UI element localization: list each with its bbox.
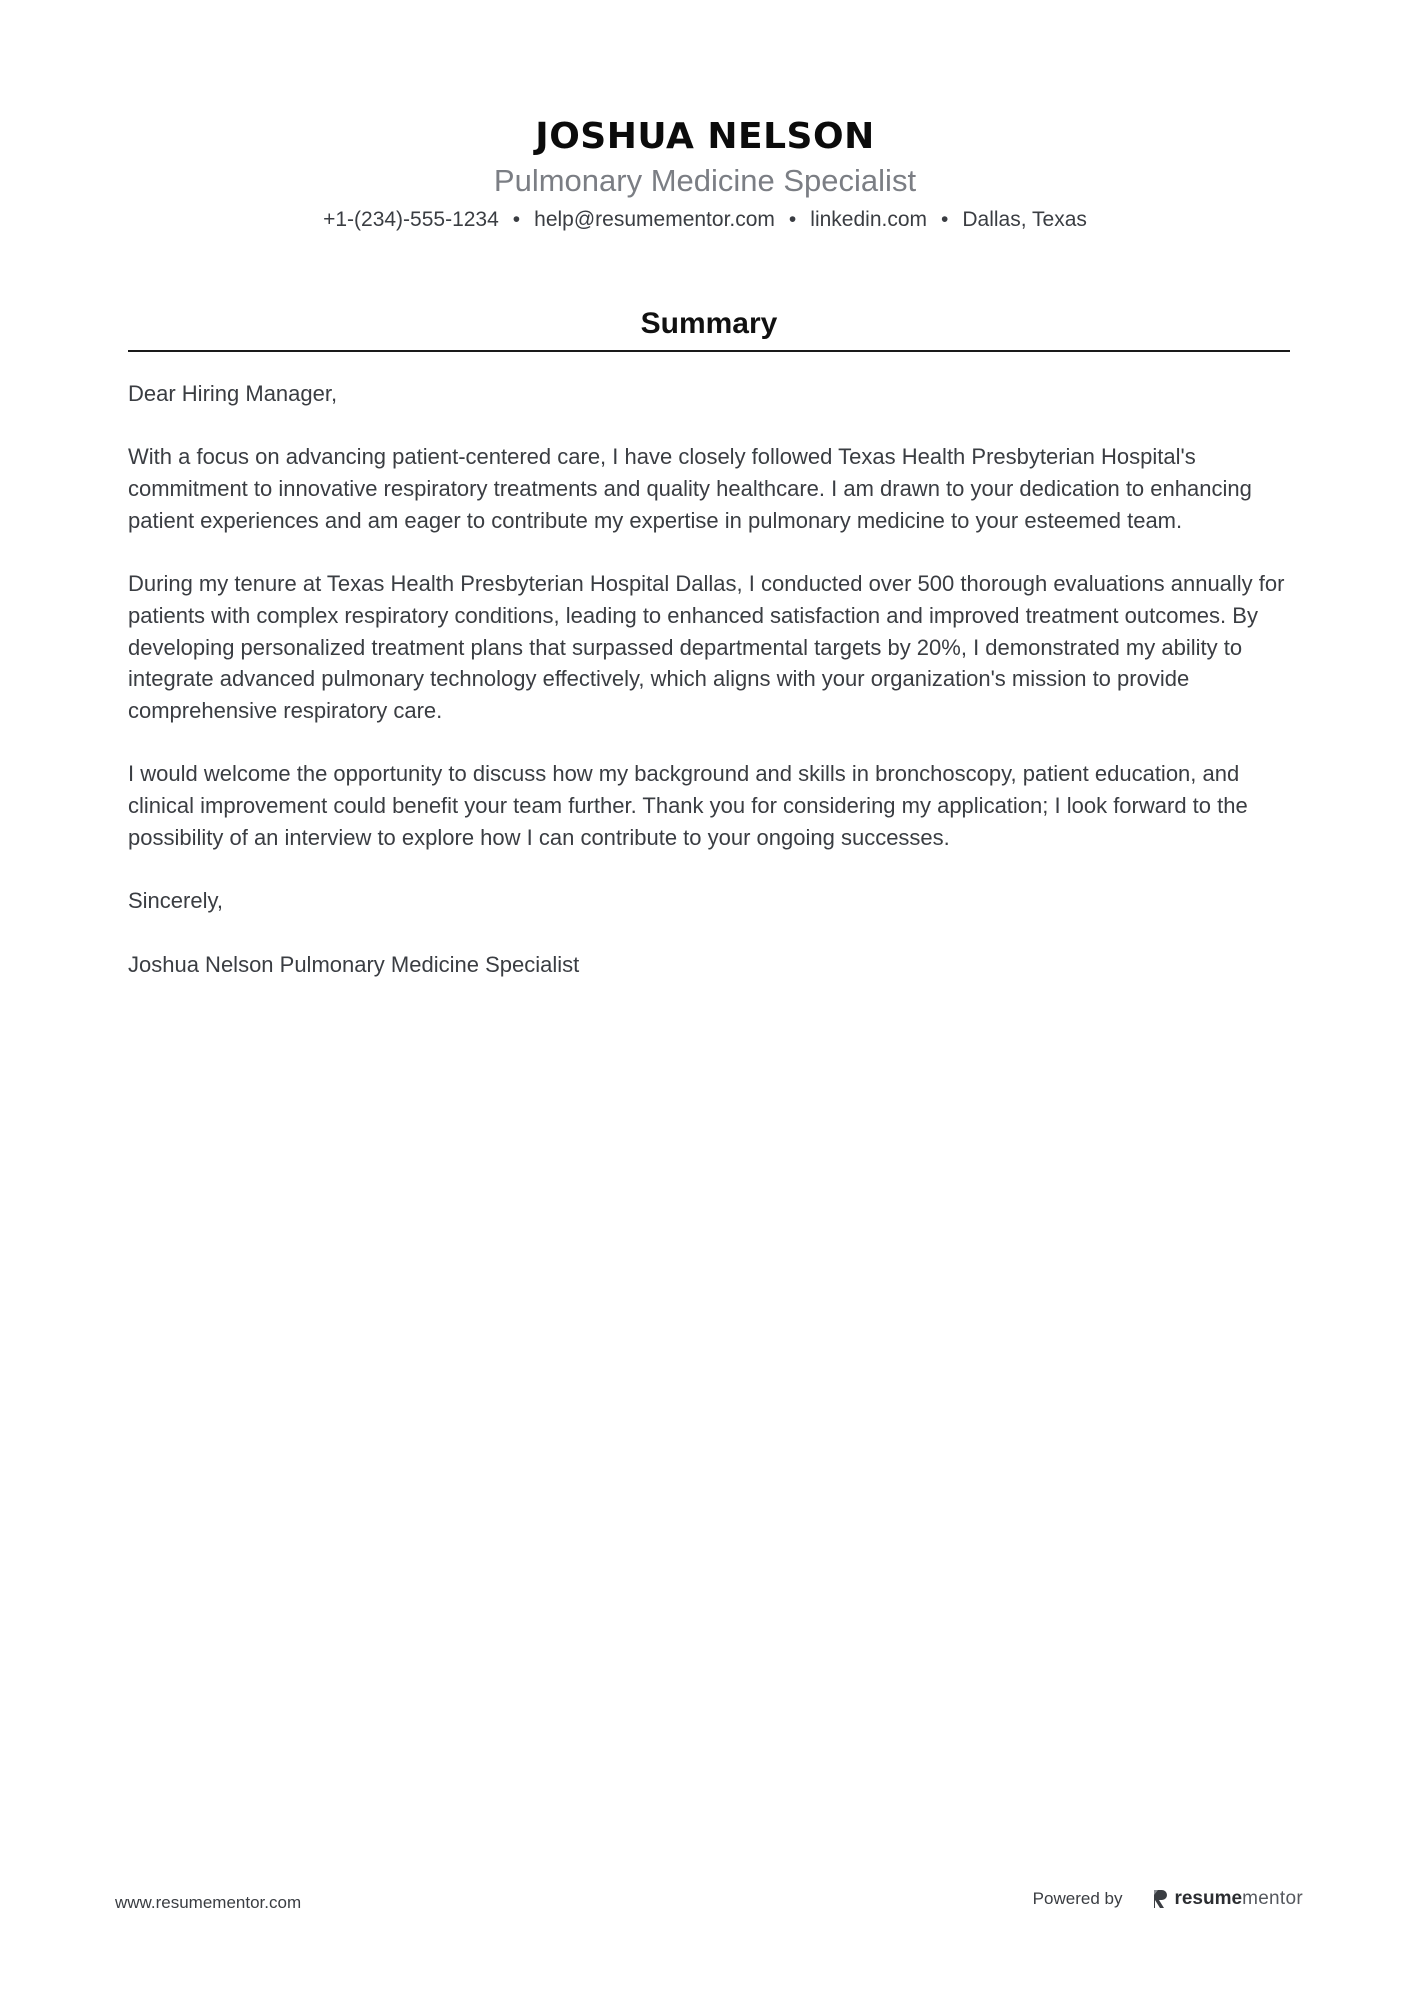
resumementor-logo-icon bbox=[1152, 1888, 1168, 1910]
contact-separator: • bbox=[512, 208, 521, 231]
brand-name-light: mentor bbox=[1242, 1888, 1303, 1909]
section-divider bbox=[128, 350, 1290, 352]
candidate-job-title: Pulmonary Medicine Specialist bbox=[493, 163, 917, 198]
contact-linkedin: linkedin.com bbox=[810, 208, 928, 231]
powered-by-label: Powered by bbox=[1032, 1889, 1123, 1908]
letter-paragraph: With a focus on advancing patient-centered care, I have closely followed Texas Health Presbyterian Hospital's commitment to innovative respiratory treatments and quality healthcare. I am drawn to your dedication to enhancing patient experiences and am eager to contribute my expertise in pulmonary medicine to your esteemed team. bbox=[128, 444, 1252, 533]
contact-line bbox=[0, 204, 1410, 236]
letter-signature: Joshua Nelson Pulmonary Medicine Specialist bbox=[128, 951, 580, 977]
brand-name-bold: resume bbox=[1174, 1888, 1243, 1909]
contact-email: help@resumementor.com bbox=[534, 208, 775, 231]
letter-paragraph: I would welcome the opportunity to discuss how my background and skills in bronchoscopy, patient education, and clinical improvement could benefit your team further. Thank you for considering my application; I look forward to the possibility of an interview to explore how I can contribute to your ongoing successes. bbox=[128, 761, 1248, 850]
letter-body bbox=[128, 378, 1290, 1012]
letter-paragraph: During my tenure at Texas Health Presbyterian Hospital Dallas, I conducted over 500 thorough evaluations annually for patients with complex respiratory conditions, leading to enhanced satisfaction and improved treatment outcomes. By developing personalized treatment plans that surpassed departmental targets by 20%, I demonstrated my ability to integrate advanced pulmonary technology effectively, which aligns with your organization's mission to provide comprehensive respiratory care. bbox=[128, 571, 1285, 723]
contact-location: Dallas, Texas bbox=[962, 208, 1087, 231]
footer-powered-by bbox=[1033, 1888, 1303, 1910]
contact-separator: • bbox=[788, 208, 797, 231]
contact-separator: • bbox=[941, 208, 949, 231]
letter-header bbox=[0, 112, 1410, 236]
letter-closing: Sincerely, bbox=[128, 888, 223, 914]
footer-website: www.resumementor.com bbox=[115, 1893, 302, 1912]
brand-wordmark bbox=[1152, 1888, 1303, 1910]
section-heading-summary: Summary bbox=[640, 307, 778, 340]
letter-greeting: Dear Hiring Manager, bbox=[128, 381, 338, 406]
candidate-name: JOSHUA NELSON bbox=[535, 116, 875, 157]
contact-phone: +1-(234)-555-1234 bbox=[323, 208, 499, 231]
